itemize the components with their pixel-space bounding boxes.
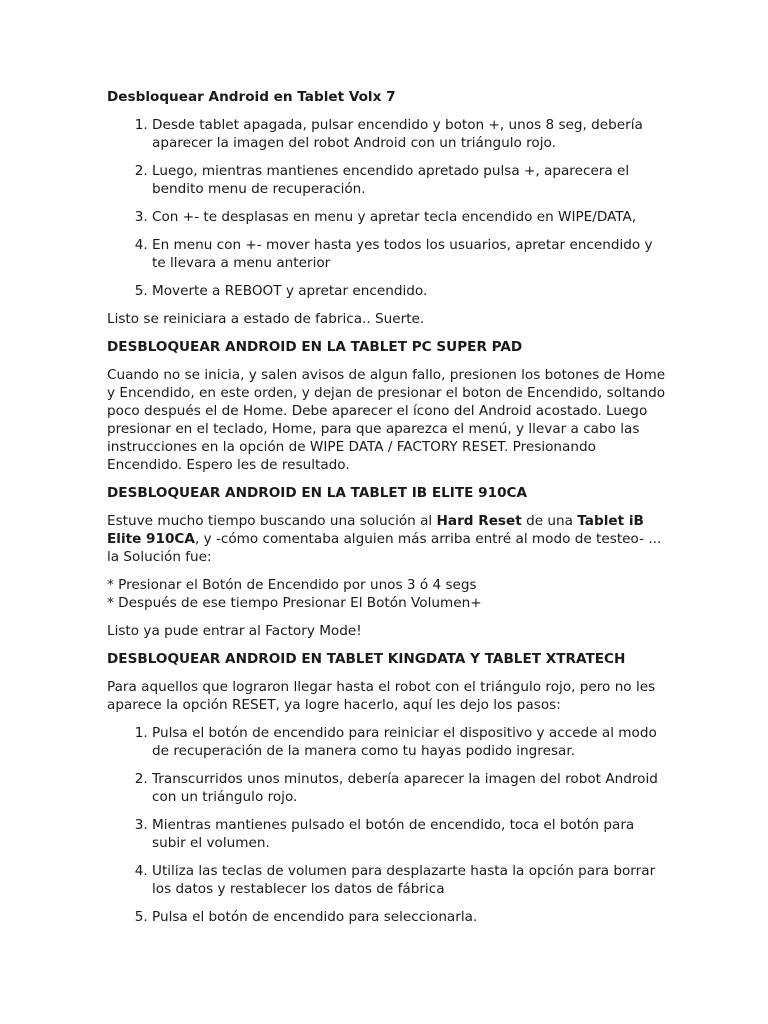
- bullet-item: * Después de ese tiempo Presionar El Botón Volumen+: [107, 595, 482, 611]
- tablet-model-bold: Tablet iB Elite 910CA: [107, 513, 644, 547]
- list-item: 3. Con +- te desplasas en menu y apretar tecla encendido en WIPE/DATA,: [152, 208, 667, 226]
- body-text-super-pad: Cuando no se inicia, y salen avisos de algun fallo, presionen los botones de Home y Encendido, en este orden, y dejan de presionar el boton de Encendido, soltando poco después el de Home. Debe aparecer el ícono del Android acostado. Luego presionar en el teclado, Home, para que aparezca el menú, y llevar a cabo las instrucciones en la opción de WIPE DATA / FACTORY RESET. Presionando Encendido. Espero les de resultado.: [107, 367, 666, 473]
- list-item: 1. Pulsa el botón de encendido para reiniciar el dispositivo y accede al modo de recuperación de la manera como tu hayas podido ingresar.: [152, 724, 667, 760]
- section-title-super-pad: DESBLOQUEAR ANDROID EN LA TABLET PC SUPER PAD: [107, 339, 523, 355]
- list-item: 3. Mientras mantienes pulsado el botón de encendido, toca el botón para subir el volumen.: [152, 816, 667, 852]
- list-item: 4. En menu con +- mover hasta yes todos los usuarios, apretar encendido y te llevara a menu anterior: [152, 236, 667, 272]
- section-title-volx: Desbloquear Android en Tablet Volx 7: [107, 89, 396, 105]
- list-item: 5. Pulsa el botón de encendido para seleccionarla.: [152, 908, 667, 926]
- closing-text-volx: Listo se reiniciara a estado de fabrica.. Suerte.: [107, 311, 425, 327]
- section-title-kingdata: DESBLOQUEAR ANDROID EN TABLET KINGDATA Y TABLET XTRATECH: [107, 651, 626, 667]
- list-item: 1. Desde tablet apagada, pulsar encendido y boton +, unos 8 seg, debería aparecer la imagen del robot Android con un triángulo rojo.: [152, 116, 667, 152]
- bullet-list-ib-elite: [107, 576, 667, 612]
- steps-list-volx: [107, 116, 667, 300]
- steps-list-kingdata: [107, 724, 667, 926]
- closing-text-ib-elite: Listo ya pude entrar al Factory Mode!: [107, 623, 362, 639]
- intro-text-part: , y -cómo comentaba alguien más arriba entré al modo de testeo- ... la Solución fue:: [107, 531, 662, 565]
- list-item: 4. Utiliza las teclas de volumen para desplazarte hasta la opción para borrar los datos y restablecer los datos de fábrica: [152, 862, 667, 898]
- hard-reset-bold: Hard Reset: [436, 513, 522, 529]
- intro-text-ib-elite: [107, 512, 667, 566]
- document-page: [107, 88, 667, 936]
- bullet-item: * Presionar el Botón de Encendido por unos 3 ó 4 segs: [107, 577, 477, 593]
- intro-text-kingdata: Para aquellos que lograron llegar hasta el robot con el triángulo rojo, pero no les aparece la opción RESET, ya logre hacerlo, aquí les dejo los pasos:: [107, 679, 656, 713]
- section-title-ib-elite: DESBLOQUEAR ANDROID EN LA TABLET IB ELITE 910CA: [107, 485, 528, 501]
- intro-text-part: Estuve mucho tiempo buscando una solución al: [107, 513, 437, 529]
- list-item: 2. Transcurridos unos minutos, debería aparecer la imagen del robot Android con un triángulo rojo.: [152, 770, 667, 806]
- list-item: 5. Moverte a REBOOT y apretar encendido.: [152, 282, 667, 300]
- list-item: 2. Luego, mientras mantienes encendido apretado pulsa +, aparecera el bendito menu de recuperación.: [152, 162, 667, 198]
- intro-text-part: de una: [521, 513, 578, 529]
